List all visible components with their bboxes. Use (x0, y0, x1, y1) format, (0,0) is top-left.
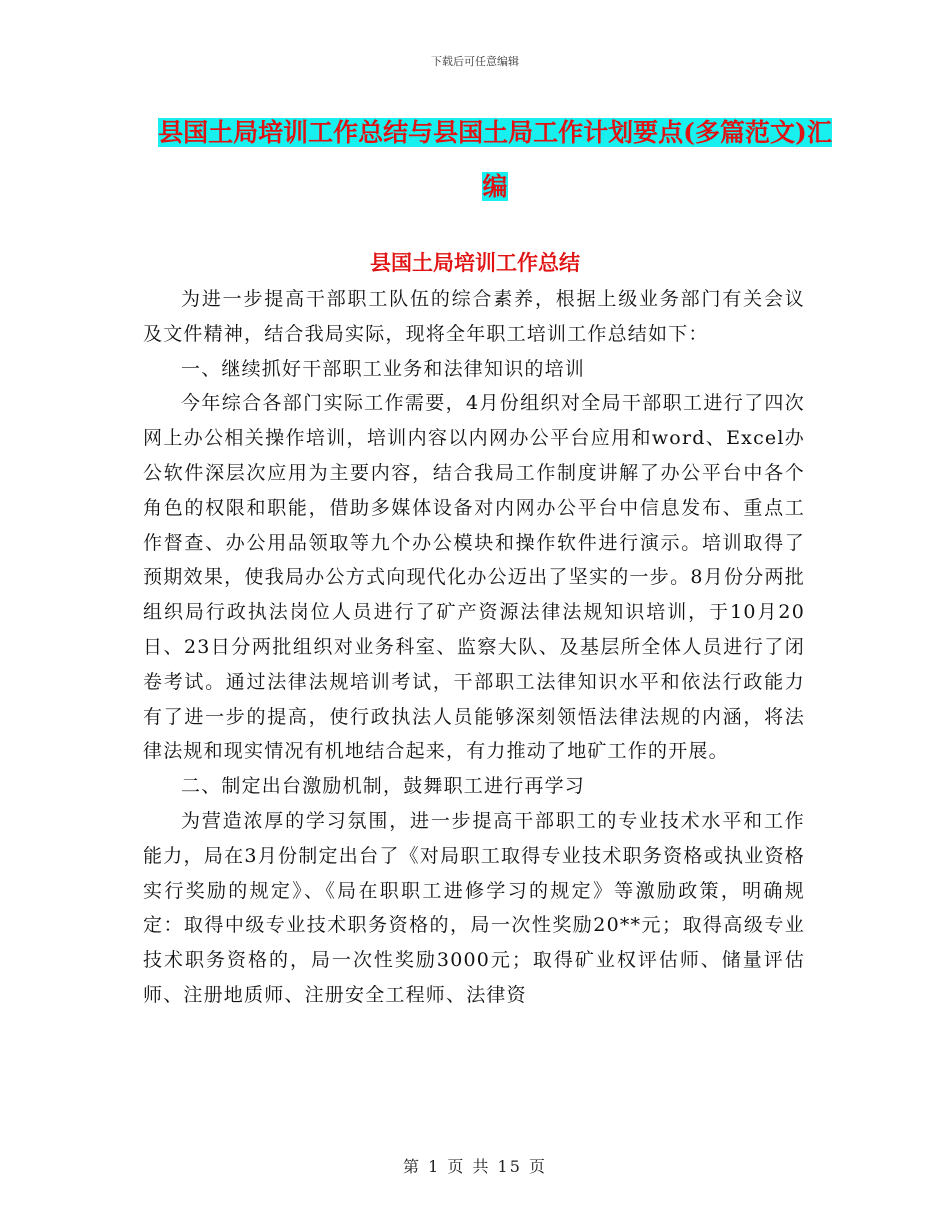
document-body (143, 282, 805, 1013)
paragraph-incentive: 为营造浓厚的学习氛围，进一步提高干部职工的专业技术水平和工作能力，局在3月份制定出台了《对局职工取得专业技术职务资格或执业资格实行奖励的规定》、《局在职职工进修学习的规定》等激励政策，明确规定：取得中级专业技术职务资格的，局一次性奖励20**元；取得高级专业技术职务资格的，局一次性奖励3000元；取得矿业权评估师、储量评估师、注册地质师、注册安全工程师、法律资 (143, 809, 805, 1006)
paragraph-heading-2: 二、制定出台激励机制，鼓舞职工进行再学习 (181, 775, 586, 798)
paragraph-training: 今年综合各部门实际工作需要，4月份组织对全局干部职工进行了四次网上办公相关操作培训，培训内容以内网办公平台应用和word、Excel办公软件深层次应用为主要内容，结合我局工作制度讲解了办公平台中各个角色的权限和职能，借助多媒体设备对内网办公平台中信息发布、重点工作督查、办公用品领取等九个办公模块和操作软件进行演示。培训取得了预期效果，使我局办公方式向现代化办公迈出了坚实的一步。8月份分两批组织局行政执法岗位人员进行了矿产资源法律法规知识培训，于10月20日、23日分两批组织对业务科室、监察大队、及基层所全体人员进行了闭卷考试。通过法律法规培训考试，干部职工法律知识水平和依法行政能力有了进一步的提高，使行政执法人员能够深刻领悟法律法规的内涵，将法律法规和现实情况有机地结合起来，有力推动了地矿工作的开展。 (143, 392, 805, 763)
section-title: 县国土局培训工作总结 (370, 250, 580, 275)
page-number: 第 1 页 共 15 页 (403, 1157, 547, 1176)
document-title (150, 106, 840, 214)
paragraph-heading-1: 一、继续抓好干部职工业务和法律知识的培训 (181, 357, 586, 380)
document-title-text: 县国土局培训工作总结与县国土局工作计划要点(多篇范文)汇编 (158, 118, 832, 201)
paragraph-intro: 为进一步提高干部职工队伍的综合素养，根据上级业务部门有关会议及文件精神，结合我局实际，现将全年职工培训工作总结如下： (143, 288, 805, 345)
header-note: 下载后可任意编辑 (431, 55, 519, 68)
